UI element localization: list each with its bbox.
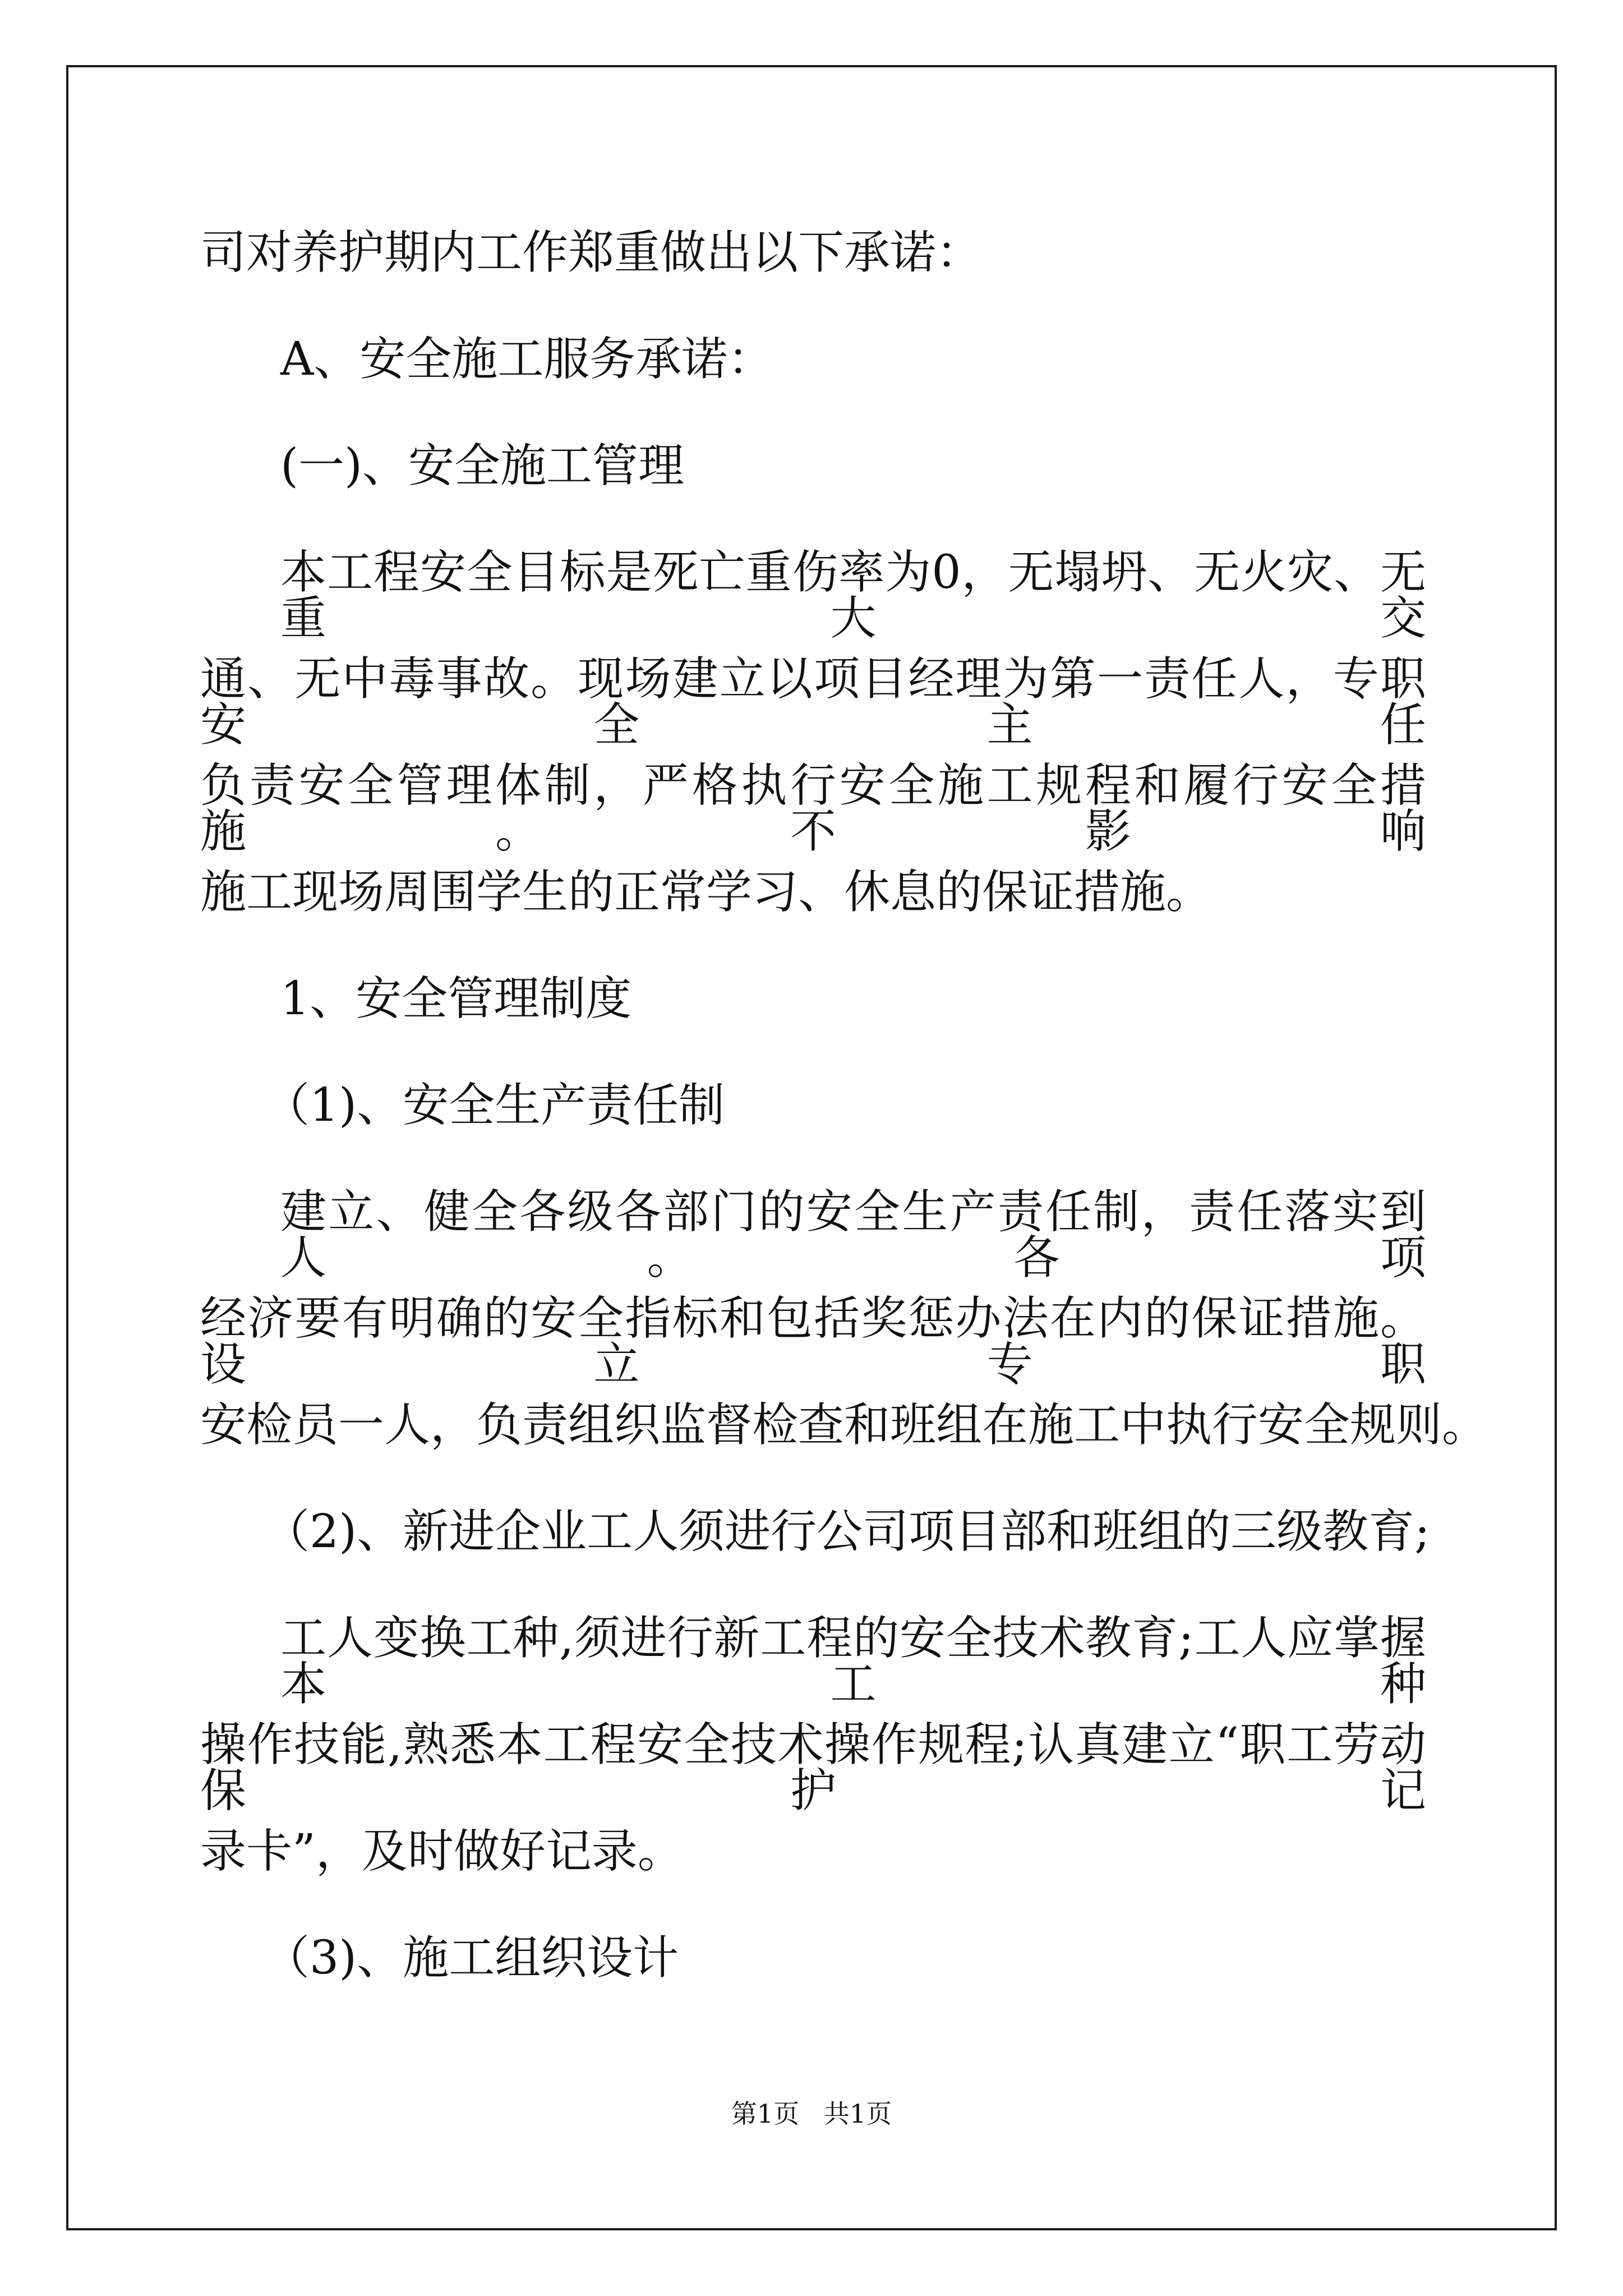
text-line-16: 录卡”，及时做好记录。 (200, 1825, 684, 1878)
page-border (66, 65, 1557, 2230)
text-line-5: 通、无中毒事故。现场建立以项目经理为第一责任人，专职安全主任 (200, 652, 1426, 752)
item-heading-3: （3)、施工组织设计 (264, 1931, 679, 1985)
section-heading-a: A、安全施工服务承诺： (280, 333, 774, 386)
page-footer: 第1页 共1页 (731, 2099, 892, 2129)
subsection-heading-1: 1、安全管理制度 (280, 972, 632, 1025)
text-line-10: 建立、健全各级各部门的安全生产责任制，责任落实到人。各项 (280, 1185, 1426, 1285)
section-heading-1: (一)、安全施工管理 (280, 439, 684, 493)
text-line-4: 本工程安全目标是死亡重伤率为0，无塌坍、无火灾、无重大交 (280, 546, 1426, 645)
text-line-15: 操作技能,熟悉本工程安全技术操作规程;认真建立“职工劳动保护记 (200, 1718, 1426, 1818)
item-heading-1: （1)、安全生产责任制 (264, 1079, 725, 1132)
text-line-14: 工人变换工种,须进行新工程的安全技术教育;工人应掌握本工种 (280, 1612, 1426, 1711)
text-line-11: 经济要有明确的安全指标和包括奖惩办法在内的保证措施。设立专职 (200, 1292, 1426, 1391)
text-line-6: 负责安全管理体制，严格执行安全施工规程和履行安全措施。不影响 (200, 759, 1426, 858)
item-heading-2: （2)、新进企业工人须进行公司项目部和班组的三级教育; (264, 1505, 1430, 1558)
text-line-7: 施工现场周围学生的正常学习、休息的保证措施。 (200, 866, 1212, 919)
text-line-12: 安检员一人，负责组织监督检查和班组在施工中执行安全规则。 (200, 1398, 1488, 1452)
text-line-1: 司对养护期内工作郑重做出以下承诺： (200, 226, 983, 279)
